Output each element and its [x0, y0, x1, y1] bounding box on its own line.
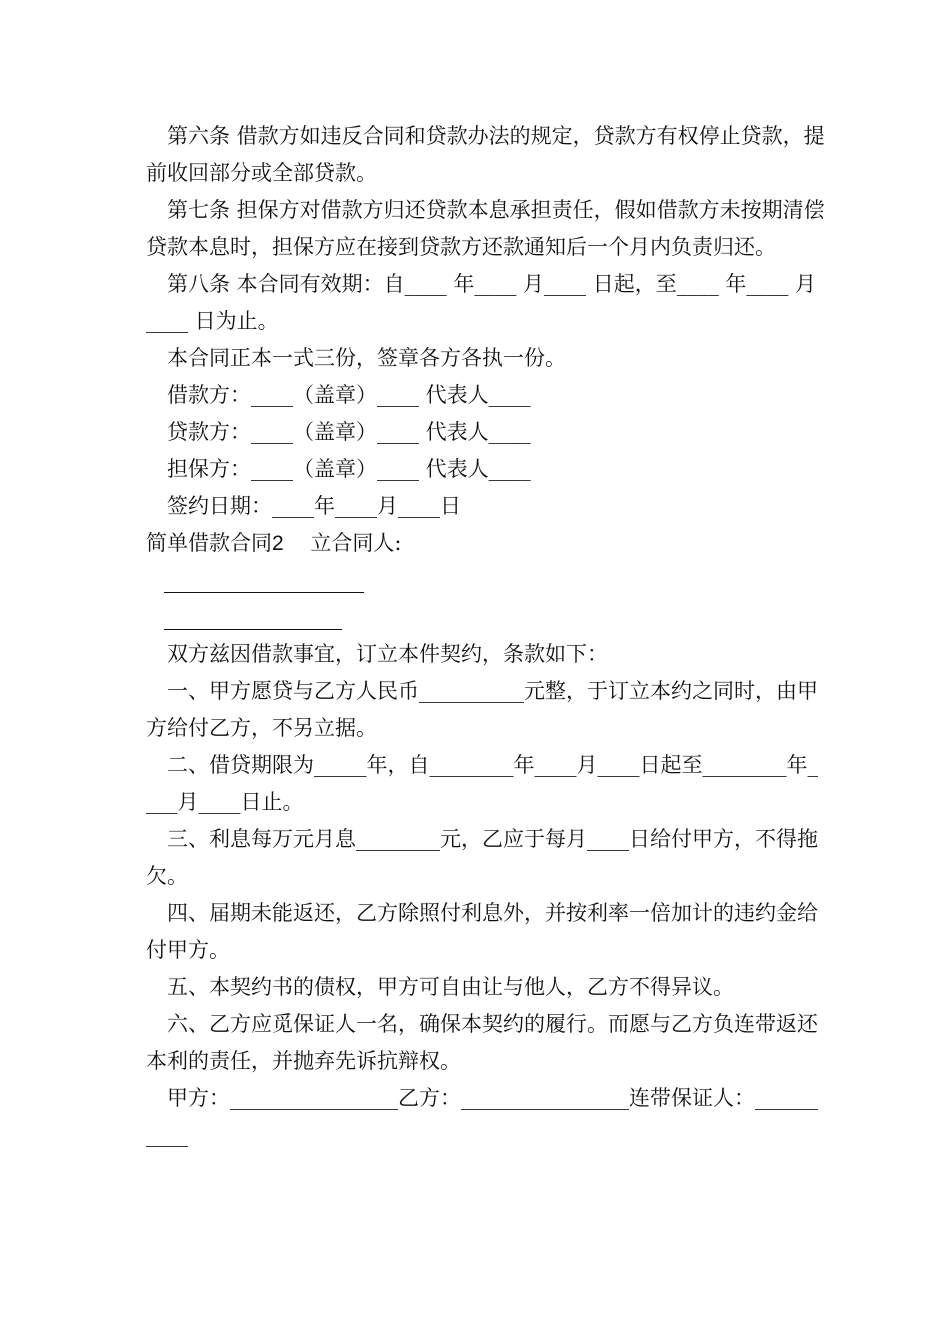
contract-2-heading — [146, 525, 826, 562]
contract-2-number: 2 — [272, 532, 284, 555]
contract-parties-label: 立合同人: — [310, 531, 402, 555]
term-2: 二、借贷期限为_____年，自________年____月____日起至________年____月____日止。 — [146, 753, 818, 814]
clause-6: 第六条 借款方如违反合同和贷款办法的规定，贷款方有权停止贷款，提前收回部分或全部贷款。 — [146, 124, 825, 185]
party-blank-line-2 — [146, 599, 826, 636]
document-page — [146, 118, 826, 1154]
term-1: 一、甲方愿贷与乙方人民币__________元整，于订立本约之同时，由甲方给付乙方，不另立据。 — [146, 679, 818, 740]
parties-signature-line: 甲方：________________乙方：________________连带保证人：__________ — [146, 1086, 818, 1147]
party-blank-line-1 — [146, 562, 826, 599]
clause-8: 第八条 本合同有效期：自____ 年____ 月____ 日起，至____ 年____ 月____ 日为止。 — [146, 272, 817, 333]
term-6: 六、乙方应觅保证人一名，确保本契约的履行。而愿与乙方负连带返还本利的责任，并抛弃先诉抗辩权。 — [146, 1012, 818, 1073]
term-5: 五、本契约书的债权，甲方可自由让与他人，乙方不得异议。 — [167, 975, 734, 999]
term-4: 四、届期未能返还，乙方除照付利息外，并按利率一倍加计的违约金给付甲方。 — [146, 901, 818, 962]
sign-date-line: 签约日期：____年____月____日 — [167, 494, 461, 518]
contract-2-title: 简单借款合同 — [146, 531, 272, 555]
copies-clause: 本合同正本一式三份，签章各方各执一份。 — [167, 346, 566, 370]
party-blank-underline-1 — [164, 592, 364, 593]
term-3: 三、利息每万元月息________元，乙应于每月____日给付甲方，不得拖欠。 — [146, 827, 818, 888]
lender-signature-line: 贷款方：____（盖章）____ 代表人____ — [167, 420, 531, 444]
party-blank-underline-2 — [164, 629, 342, 630]
clause-7: 第七条 担保方对借款方归还贷款本息承担责任，假如借款方未按期清偿贷款本息时，担保方应在接到贷款方还款通知后一个月内负责归还。 — [146, 198, 825, 259]
contract-2-intro: 双方兹因借款事宜，订立本件契约，条款如下： — [167, 642, 608, 666]
borrower-signature-line: 借款方：____（盖章）____ 代表人____ — [167, 383, 531, 407]
guarantor-signature-line: 担保方：____（盖章）____ 代表人____ — [167, 457, 531, 481]
